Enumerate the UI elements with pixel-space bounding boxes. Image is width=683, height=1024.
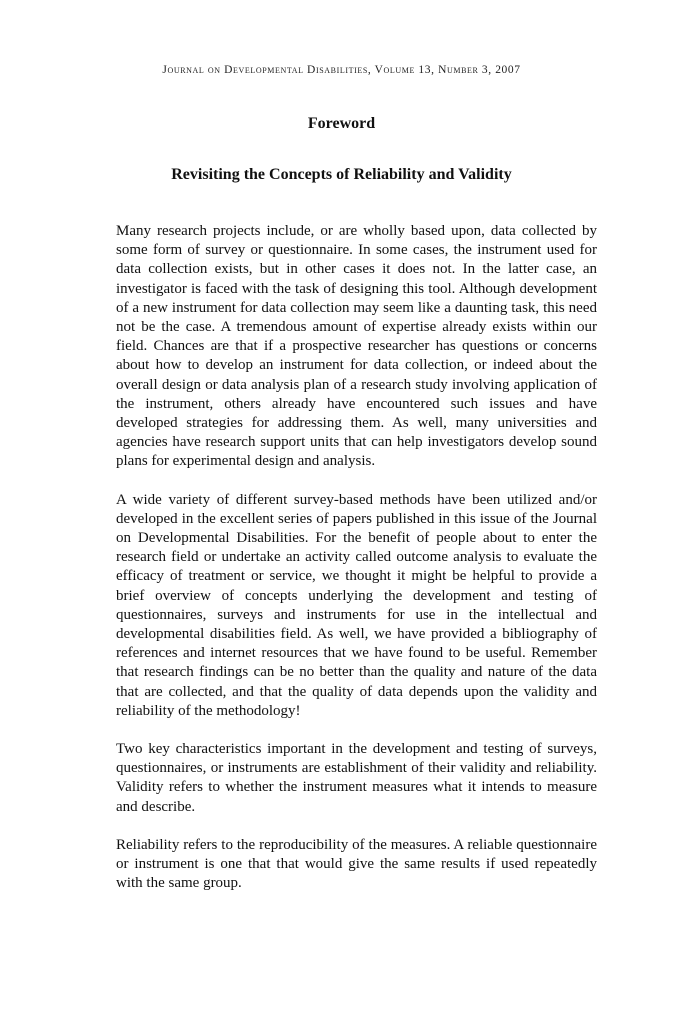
paragraph: A wide variety of different survey-based methods have been utilized and/or developed in the excellent series of papers published in this issue of the Journal on Developmental Disabilities. For the benefit of people about to enter the research field or undertake an activity called outcome analysis to evaluate the efficacy of treatment or service, we thought it might be helpful to provide a brief overview of concepts underlying the development and testing of questionnaires, surveys and instruments for use in the intellectual and developmental disabilities field. As well, we have provided a bibliography of references and internet resources that we have found to be useful. Remember that research findings can be no better than the quality and nature of the data that are collected, and that the quality of data depends upon the validity and reliability of the methodology! (116, 491, 597, 719)
paragraph: Two key characteristics important in the development and testing of surveys, questionnaires, or instruments are establishment of their validity and reliability. Validity refers to whether the instrument measures what it intends to measure and describe. (116, 741, 597, 815)
article-title: Revisiting the Concepts of Reliability and Validity (171, 166, 512, 183)
paragraph: Many research projects include, or are wholly based upon, data collected by some form of survey or questionnaire. In some cases, the instrument used for data collection exists, but in other cases it does not. In the latter case, an investigator is faced with the task of designing this tool. Although development of a new instrument for data collection may seem like a daunting task, this need not be the case. A tremendous amount of expertise already exists within our field. Chances are that if a prospective researcher has questions or concerns about how to develop an instrument for data collection, or indeed about the overall design or data analysis plan of a research study involving application of the instrument, others already have encountered such issues and have developed strategies for addressing them. As well, many universities and agencies have research support units that can help investigators develop sound plans for experimental design and analysis. (116, 223, 597, 470)
article-body (116, 222, 597, 913)
section-heading: Foreword (307, 115, 376, 132)
running-head: Journal on Developmental Disabilities, Volume 13, Number 3, 2007 (162, 64, 521, 76)
paragraph: Reliability refers to the reproducibility of the measures. A reliable questionnaire or instrument is one that that would give the same results if used repeatedly with the same group. (116, 836, 597, 892)
